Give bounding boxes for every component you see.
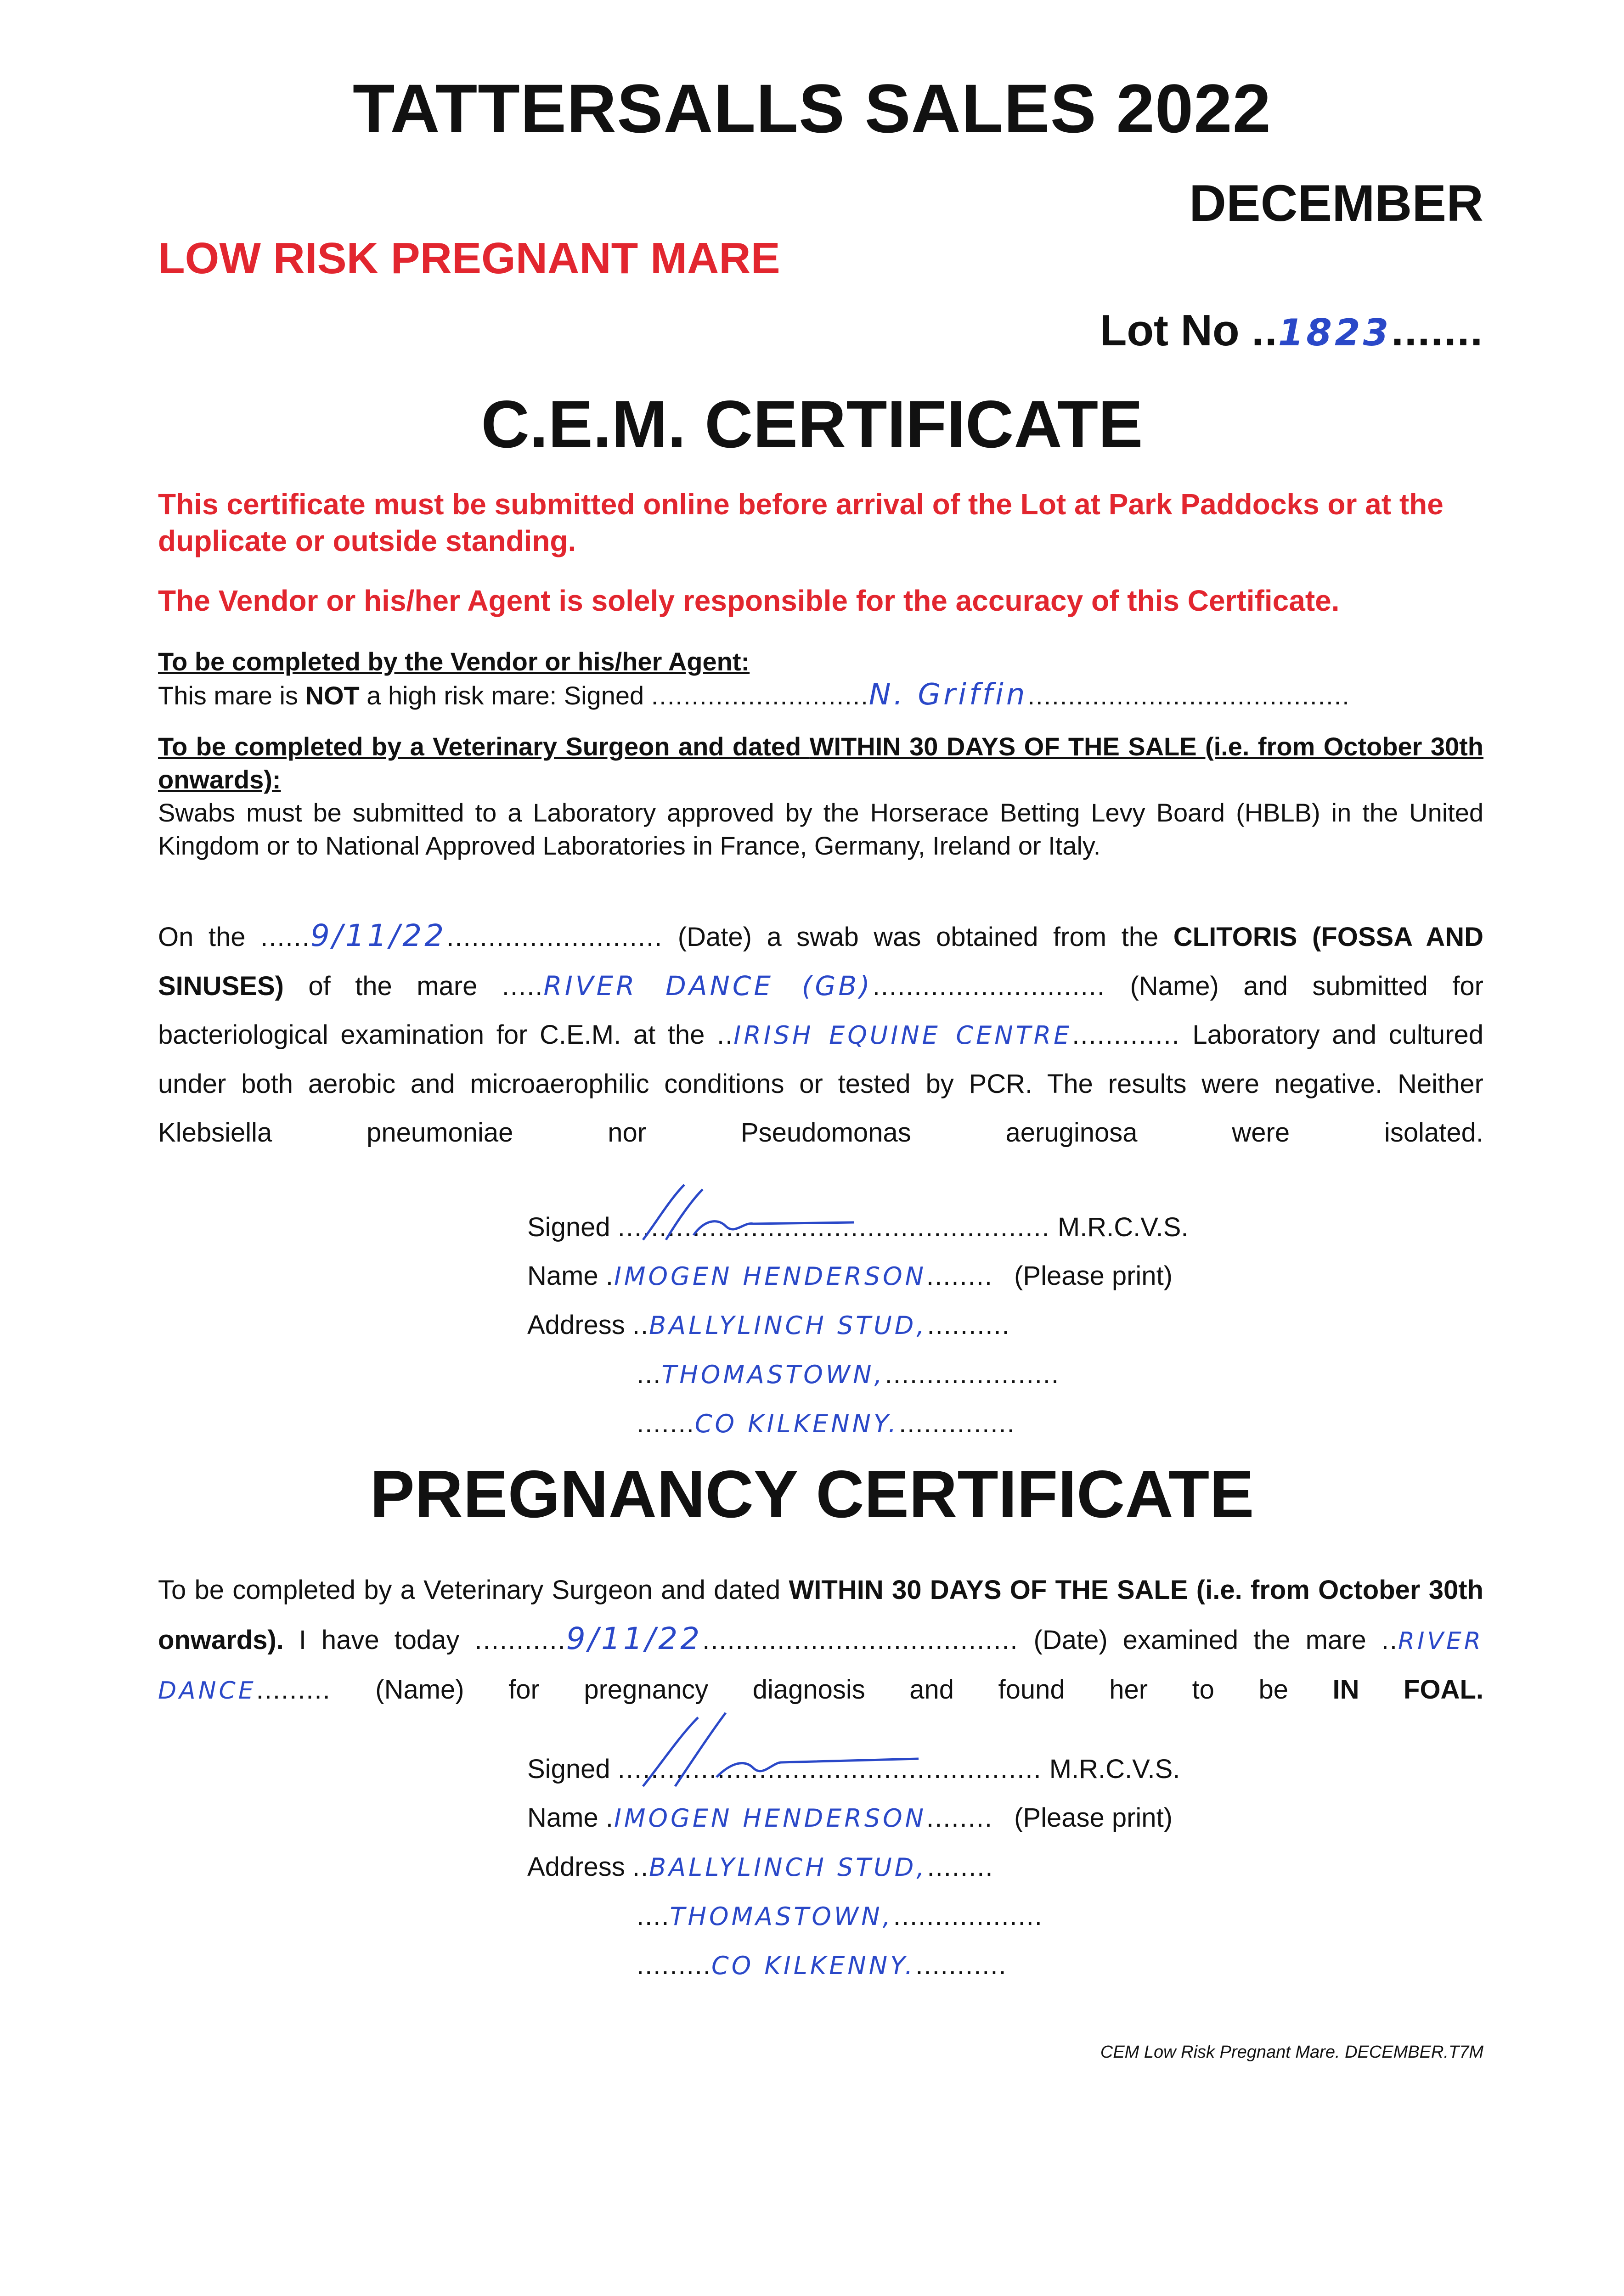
pregnancy-signature-scribble [625,1708,937,1795]
culture-results-text: and cultured under both aerobic and microaerophilic conditions or tested by PCR. The results were negative. Neither Klebsiella pneumoniae nor Pseudomonas aeruginosa were isolated. [158,1020,1484,1148]
pregnancy-certificate-title: PREGNANCY CERTIFICATE [370,1457,1254,1531]
cem-address-line-1: BALLYLINCH STUD, [649,1311,927,1340]
bacteriological-text: for bacteriological examination for C.E.M. at the [158,971,1483,1050]
cem-certificate-title: C.E.M. CERTIFICATE [481,387,1143,461]
pregnancy-mare-name: RIVER DANCE [158,1627,1483,1705]
have-today-text: I have today [299,1625,460,1655]
cem-vet-name: IMOGEN HENDERSON [614,1262,927,1291]
lot-number-field: Lot No ..1823....... [1100,306,1483,355]
on-the-text: On the [158,922,246,952]
notice-vendor-responsible: The Vendor or his/her Agent is solely responsible for the accuracy of this Certificate. [158,584,1340,617]
lot-label: Lot No [1100,306,1240,355]
pregnancy-vet-signature-block: Signed ................................................... M.R.C.V.S. Name .IMOGEN HENDERSON........ (Please print) Address ..BALLYLINCH STUD,........ ....THOMASTOWN,.................. .........CO KILKENNY............ [527,1754,1180,1980]
pregnancy-address-line-2: THOMASTOWN, [670,1902,893,1931]
footer-form-code: CEM Low Risk Pregnant Mare. DECEMBER.T7M [1100,2043,1483,2062]
pregnancy-date-label: (Date) examined the [1033,1625,1291,1655]
laboratory-label: Laboratory [1192,1020,1320,1050]
pregnancy-paragraph [158,1566,1483,1715]
clitoris-text: CLITORIS (FOSSA AND SINUSES) [158,922,1483,1001]
sale-month: DECEMBER [1189,174,1483,232]
laboratory-name: IRISH EQUINE CENTRE [733,1021,1072,1050]
notice-submit-online: This certificate must be submitted online before arrival of the Lot at Park Paddocks or at the duplicate or outside standing. [158,488,1444,557]
swab-paragraph [158,912,1483,1157]
cem-name-label: Name [527,1261,598,1291]
name-submitted-text: (Name) and submitted [1130,971,1428,1001]
swab-instructions: Swabs must be submitted to a Laboratory approved by the Horserace Betting Levy Board (HBLB) in the United Kingdom or to National Approved Laboratories in France, Germany, Ireland or Italy. [158,798,1483,860]
pregnancy-mrcvs-label: M.R.C.V.S. [1049,1754,1180,1784]
main-title: TATTERSALLS SALES 2022 [352,70,1272,147]
cem-address-line-3: CO KILKENNY. [694,1409,899,1438]
vendor-line-signed-label: a high risk mare: Signed [359,681,644,710]
vet-section-heading [158,730,1483,862]
pregnancy-name-label: Name [527,1803,598,1833]
lot-number: 1823 [1278,311,1392,354]
pregnancy-address-line-3: CO KILKENNY. [711,1951,916,1980]
cem-address-label: Address [527,1310,625,1340]
cem-signature-scribble [625,1180,882,1249]
cem-mrcvs-label: M.R.C.V.S. [1057,1212,1189,1242]
vendor-signature: N. Griffin [868,678,1028,712]
pregnancy-text: To be completed by a Veterinary Surgeon and dated WITHIN 30 DAYS OF THE SALE (i.e. from October 30th onwards). I have today ...........9/11/22...................................... (Date) examined the mare ..RIVER DANCE......... (Name) for pregnancy diagnosis and found her to be IN FOAL. [158,1575,1483,1705]
cem-please-print: (Please print) [1014,1261,1173,1291]
pregnancy-diagnosis-text: (Name) for pregnancy diagnosis and found her to be [375,1675,1288,1705]
vendor-heading: To be completed by the Vendor or his/her Agent: [158,647,750,676]
in-foal-text: IN FOAL. [1332,1675,1483,1705]
cem-signed-label: Signed [527,1212,610,1242]
vet-heading-part-a: To be completed by a Veterinary Surgeon and dated [158,732,810,761]
vendor-section [158,645,1483,712]
vendor-line-text: This mare is [158,681,305,710]
cem-vet-signature-block: Signed .................................................... M.R.C.V.S. Name .IMOGEN HENDERSON........ (Please print) Address ..BALLYLINCH STUD,.......... ...THOMASTOWN,..................... .......CO KILKENNY............... [527,1212,1189,1438]
swab-date-label: (Date) a swab was obtained from the [677,922,1159,952]
pregnancy-line-a: To be completed by a Veterinary Surgeon and dated [158,1575,781,1605]
vendor-statement: This mare is NOT a high risk mare: Signed ...........................N. Griffin........................................ [158,678,1350,712]
risk-label: LOW RISK PREGNANT MARE [158,234,780,283]
cem-address-line-2: THOMASTOWN, [661,1360,885,1389]
vet-heading-part-b: WITHIN 30 DAYS OF THE SALE (i.e. from October 30th onwards): [158,732,1483,794]
pregnancy-address-line-1: BALLYLINCH STUD, [649,1853,927,1882]
pregnancy-vet-name: IMOGEN HENDERSON [614,1804,927,1833]
pregnancy-signed-label: Signed [527,1754,610,1784]
swab-line-1: On the ......9/11/22.......................... (Date) a swab was obtained from the CLITORIS (FOSSA AND SINUSES) of the mare .....RIVER DANCE (GB)............................ (Name) and submitted for bacteriological examination for C.E.M. at the ..IRISH EQUINE CENTRE............. Laboratory and cultured under both aerobic and microaerophilic conditions or tested by PCR. The results were negative. Neither Klebsiella pneumoniae nor Pseudomonas aeruginosa were isolated. [158,918,1484,1148]
pregnancy-please-print: (Please print) [1014,1803,1173,1833]
pregnancy-within-30-days: WITHIN 30 DAYS OF THE SALE (i.e. from October 30th onwards). [158,1575,1483,1655]
vendor-line-not: NOT [305,681,360,710]
pregnancy-mare-label: mare [1305,1625,1366,1655]
cem-mare-name: RIVER DANCE (GB) [543,970,873,1002]
swab-date: 9/11/22 [310,918,447,953]
of-the-mare-text: of the mare [308,971,478,1001]
pregnancy-address-label: Address [527,1852,625,1882]
pregnancy-date: 9/11/22 [566,1621,703,1656]
